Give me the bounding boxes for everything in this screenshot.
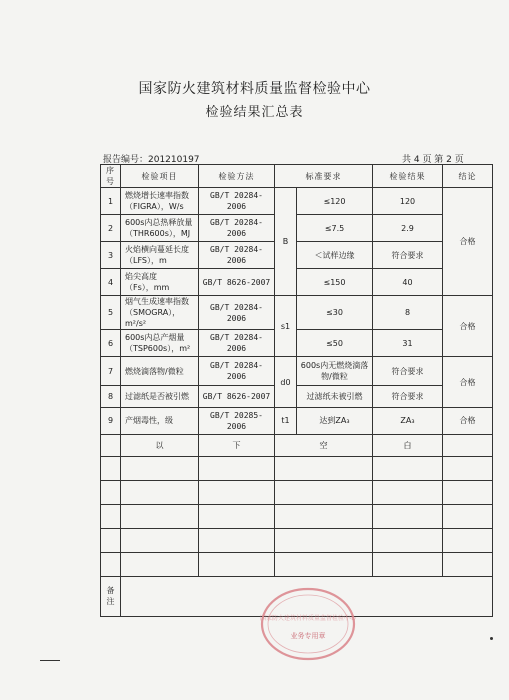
conclusion-cell: 合格 [443, 357, 493, 408]
empty-row [101, 480, 493, 504]
result: 符合要求 [373, 386, 443, 408]
table-header-row [101, 165, 493, 188]
header-no: 序号 [101, 165, 121, 188]
header-method: 检验方法 [199, 165, 275, 188]
test-method: GB/T 20284-2006 [199, 188, 275, 215]
scan-dot [490, 637, 493, 640]
row-number: 8 [101, 386, 121, 408]
test-method: GB/T 20284-2006 [199, 357, 275, 386]
empty-row [101, 456, 493, 480]
header-standard: 标准要求 [275, 165, 373, 188]
table-row [101, 296, 493, 330]
table-row [101, 242, 493, 269]
result: 31 [373, 330, 443, 357]
test-item: 燃烧滴落物/微粒 [121, 357, 199, 386]
official-seal [260, 586, 356, 662]
requirement: ≤150 [297, 269, 373, 296]
test-method: GB/T 8626-2007 [199, 269, 275, 296]
conclusion-cell: 合格 [443, 296, 493, 357]
test-method: GB/T 20284-2006 [199, 296, 275, 330]
empty-row [101, 552, 493, 576]
row-number: 9 [101, 408, 121, 434]
requirement: ≤120 [297, 188, 373, 215]
blank-marker: 空 [275, 434, 373, 456]
remarks-label: 备注 [101, 576, 121, 616]
table-row [101, 434, 493, 456]
result: 符合要求 [373, 357, 443, 386]
report-number: 报告编号：201210197 [103, 155, 200, 165]
scan-mark [40, 660, 60, 661]
result: 符合要求 [373, 242, 443, 269]
blank-marker: 以 [121, 434, 199, 456]
header-item: 检验项目 [121, 165, 199, 188]
row-number: 4 [101, 269, 121, 296]
class-cell: t1 [275, 408, 297, 434]
organization-title: 国家防火建筑材料质量监督检验中心 [138, 81, 371, 97]
test-item: 600s内总产烟量 （TSP600s），m² [121, 330, 199, 357]
class-cell: s1 [275, 296, 297, 357]
header-result: 检验结果 [373, 165, 443, 188]
requirement: ＜试样边缘 [297, 242, 373, 269]
row-number: 7 [101, 357, 121, 386]
blank-marker: 下 [199, 434, 275, 456]
result: 2.9 [373, 215, 443, 242]
row-number: 1 [101, 188, 121, 215]
table-row [101, 330, 493, 357]
test-item: 火焰横向蔓延长度 （LFS），m [121, 242, 199, 269]
svg-text:国家防火建筑材料质量监督检验中心: 国家防火建筑材料质量监督检验中心 [260, 615, 356, 622]
page-indicator: 共 4 页 第 2 页 [402, 155, 464, 165]
test-item: 产烟毒性，级 [121, 408, 199, 434]
requirement: 600s内无燃烧滴落物/微粒 [297, 357, 373, 386]
stamp-text: 业务专用章 [290, 632, 326, 640]
header-conclusion: 结论 [443, 165, 493, 188]
requirement: ≤7.5 [297, 215, 373, 242]
conclusion-cell: 合格 [443, 188, 493, 296]
test-method: GB/T 8626-2007 [199, 386, 275, 408]
test-method: GB/T 20284-2006 [199, 242, 275, 269]
results-table [100, 164, 493, 617]
requirement: 达到ZA₃ [297, 408, 373, 434]
table-row [101, 269, 493, 296]
test-method: GB/T 20284-2006 [199, 330, 275, 357]
empty-row [101, 528, 493, 552]
result: 120 [373, 188, 443, 215]
test-item: 烟气生成速率指数 （SMOGRA），m²/s² [121, 296, 199, 330]
test-item: 燃烧增长速率指数 （FIGRA），W/s [121, 188, 199, 215]
table-row [101, 408, 493, 434]
result: 40 [373, 269, 443, 296]
requirement: 过滤纸未被引燃 [297, 386, 373, 408]
result: 8 [373, 296, 443, 330]
test-item: 600s内总热释放量 （THR600s），MJ [121, 215, 199, 242]
requirement: ≤50 [297, 330, 373, 357]
conclusion-cell: 合格 [443, 408, 493, 434]
test-method: GB/T 20284-2006 [199, 215, 275, 242]
class-cell: d0 [275, 357, 297, 408]
table-row [101, 386, 493, 408]
result: ZA₃ [373, 408, 443, 434]
empty-row [101, 504, 493, 528]
row-number: 2 [101, 215, 121, 242]
document-title: 检验结果汇总表 [205, 105, 304, 120]
blank-marker: 白 [373, 434, 443, 456]
test-method: GB/T 20285-2006 [199, 408, 275, 434]
table-row [101, 357, 493, 386]
requirement: ≤30 [297, 296, 373, 330]
row-number: 5 [101, 296, 121, 330]
row-number: 3 [101, 242, 121, 269]
test-item: 焰尖高度 （Fs），mm [121, 269, 199, 296]
table-row [101, 215, 493, 242]
row-number: 6 [101, 330, 121, 357]
test-item: 过滤纸是否被引燃 [121, 386, 199, 408]
class-cell: B [275, 188, 297, 296]
table-row [101, 188, 493, 215]
